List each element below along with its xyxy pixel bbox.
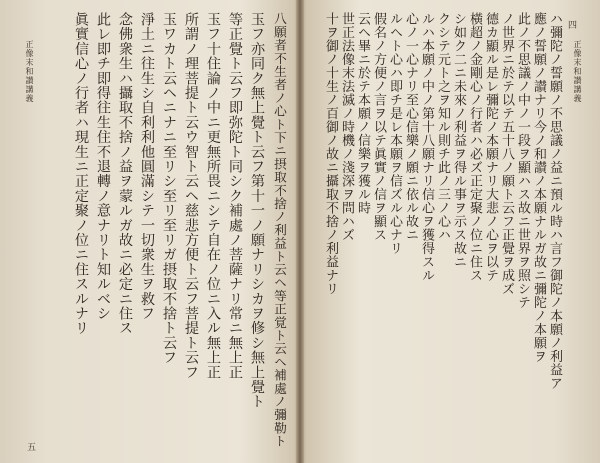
right-page-header: 正像末和讃講義 xyxy=(573,40,582,103)
right-col-13: 云ヘ畢ニ於テ本願ノ信樂ヲ獲ル時 xyxy=(355,12,370,215)
right-col-7: シ如ク二ニ未來ノ利益ヲ得ル事ヲ示ス故ニ xyxy=(451,12,466,269)
left-col-3: 等正覺ト云フ即弥陀ト同シク補處ノ菩薩ナリ常ニ無上正 xyxy=(227,12,243,380)
right-col-9: ルハ本願ノ中ノ第十八願ナリ信心ヲ獲得スル xyxy=(419,12,434,282)
right-col-6: 橫超ノ金剛心ノ行者ハ必ズ正定聚ノ位ニ住ス xyxy=(467,12,482,282)
left-page-header: 正像末和讃講義 xyxy=(25,40,34,103)
left-col-10: 眞實信心ノ行者ハ現生ニ正定聚ノ位ニ住スルナリ xyxy=(73,12,89,336)
right-col-3: 此ノ不思議ノ中ノ一段ヲ顯ハス故ニ世界ヲ照シテ xyxy=(515,12,530,309)
left-col-2: 玉フ亦同ク無上覺ト云フ第十一ノ願ナリシカヲ修シ無上覺ト xyxy=(249,12,265,409)
right-col-8: クシテ元ト之ヲ知ル則チ此ノ三ノ心ハ xyxy=(435,12,450,242)
right-col-12: 假名ノ方便ノ言ヲ以テ眞實ノ信ヲ顯ス xyxy=(371,12,386,242)
right-col-5: 德カ顯ル是レ彌陀ノ本願ナリ大悲ノ心ヲ以テ xyxy=(483,12,498,282)
left-col-1: 八願者不生者ノ心ト下ニ摂取不捨ノ利益ト云ヘ等正覚ト云ヘ補處ノ彌勒ト xyxy=(272,12,287,448)
left-col-5: 所謂ノ理菩提ト云ウ智ト云ヘ慈悲方便ト云フ菩提ト云フ xyxy=(183,12,199,380)
right-col-4: ノ世界ニ於テ以テ五十八ノ願ト云フ正覺ヲ成ズ xyxy=(499,12,514,296)
right-col-11: ルヘト心ハ即チ是レ本願ヲ信ズル心ナリ xyxy=(387,12,402,255)
right-col-1: ハ彌陀ノ誓願ノ不思議ノ益ニ預ル時ハ言フ御陀ノ本願ノ利益ア xyxy=(547,12,562,390)
left-col-6: 玉ワカト云ヘニナニ至リシ至リ至リガ摂取不捨ト云フ xyxy=(161,12,177,365)
left-page xyxy=(0,0,298,463)
right-col-15: 十ヲ御ノ十生ノ百御ノ故ニ攝取不捨ノ利益ナリ xyxy=(323,12,338,296)
right-page-number: 四 xyxy=(568,21,578,31)
left-col-8: 念佛衆生ハ攝取不捨ノ益ヲ蒙ルガ故ニ必定ニ住ス xyxy=(117,12,133,336)
right-page xyxy=(302,0,600,463)
right-col-14: 世正法像末法滅ノ時機ノ淺深ヲ問ハズ xyxy=(339,12,354,242)
right-col-10: 心ノ一心ナリ至心信樂ノ願ニ依ル故ニ xyxy=(403,12,418,242)
left-col-9: 此レ即チ即得往生住不退轉ノ意ナリト知ルベシ xyxy=(95,12,111,321)
left-col-4: 玉フ十住論ノ中ニ更無所畏ニシテ自在ノ位ニ入ル無上正 xyxy=(205,12,221,380)
left-page-number: 五 xyxy=(27,443,37,453)
left-col-7: 淨土ニ往生シ自利利他圓滿シテ一切衆生ヲ救フ xyxy=(139,12,155,321)
right-col-2: 應ノ誓願ノ讃ナリ今ノ和讃ノ本願ナルガ故ニ彌陀ノ本願ヲ xyxy=(531,12,546,363)
